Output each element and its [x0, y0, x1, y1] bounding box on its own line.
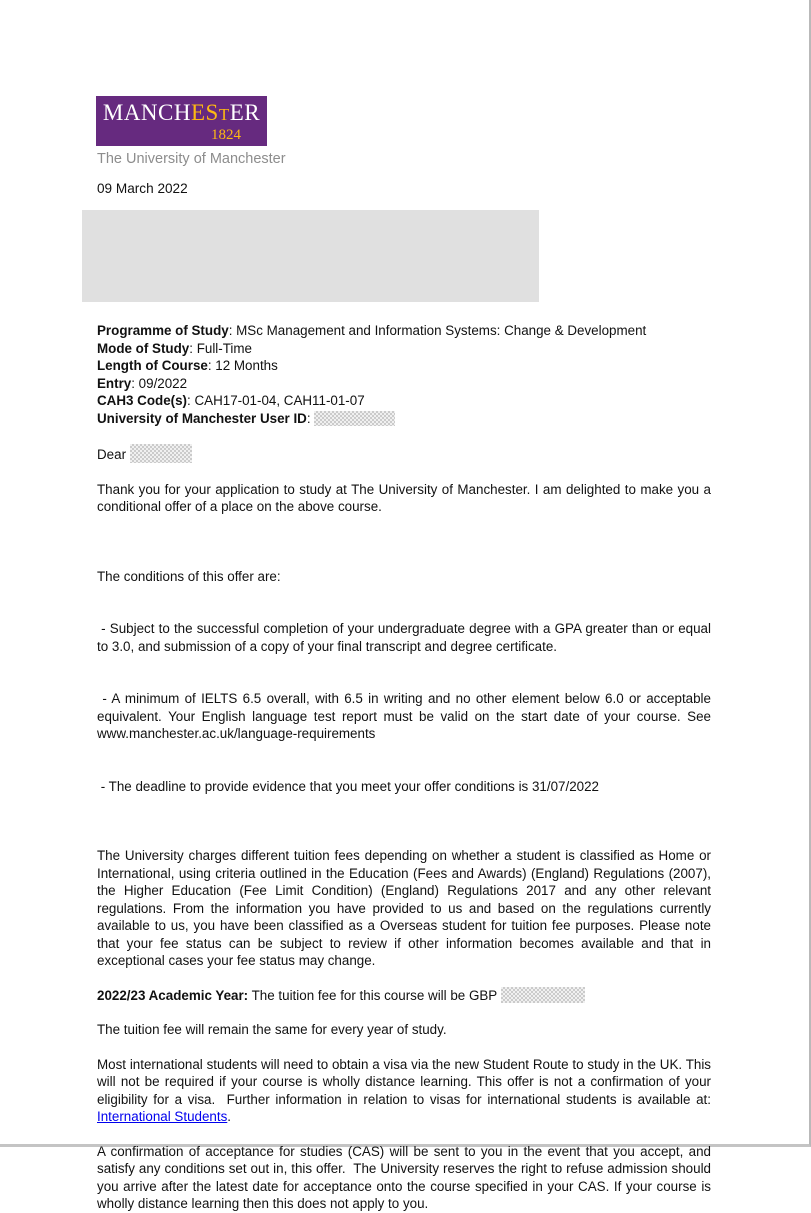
logo-wordmark [96, 101, 267, 127]
detail-label: Entry [97, 375, 132, 391]
visa-text-period: . [227, 1109, 232, 1124]
detail-label: Programme of Study [97, 323, 229, 338]
salutation [97, 444, 711, 464]
visa-paragraph [97, 1056, 719, 1126]
detail-value: : 12 Months [207, 358, 278, 373]
detail-programme-of-study [97, 322, 711, 340]
logo-text-t: T [218, 105, 230, 124]
detail-value: : 09/2022 [131, 375, 188, 391]
redacted-recipient-name [130, 444, 192, 463]
intro-paragraph: Thank you for your application to study at The University of Manchester. I am delighted to make you a conditional offer of a place on the above course. [97, 481, 715, 514]
visa-text: Most international students will need to obtain a visa via the new Student Route to study in the UK. This will not be required if your course is wholly distance learning. This offer is not a confirmation of your eligibility for a visa. Further information in relation to visas for international students is available at: [97, 1056, 719, 1107]
detail-label: University of Manchester User ID [97, 410, 307, 426]
university-name-subtitle: The University of Manchester [97, 151, 286, 167]
tuition-note-paragraph: The tuition fee will remain the same for every year of study. [97, 1022, 447, 1037]
conditions-heading: The conditions of this offer are: [97, 568, 281, 584]
redacted-address-block [82, 210, 539, 302]
manchester-1824-logo [96, 96, 267, 146]
letter-content [97, 96, 719, 1213]
logo-text-es: ES [191, 100, 219, 125]
detail-value: : CAH17-01-04, CAH11-01-07 [187, 393, 365, 408]
detail-label: CAH3 Code(s) [97, 393, 188, 408]
academic-year-text: The tuition fee for this course will be GBP [248, 987, 501, 1003]
detail-label: Length of Course [97, 358, 208, 373]
detail-value: : Full-Time [189, 340, 252, 356]
university-logo [97, 96, 711, 169]
salutation-text: Dear [97, 447, 130, 462]
detail-value: : MSc Management and Information Systems: Change & Development [228, 323, 647, 338]
cas-paragraph: A confirmation of acceptance for studies (CAS) will be sent to you in the event that you accept, and satisfy any conditions set out in, this offer. The University reserves the right to refuse admission should you arrive after the latest date for acceptance onto the course specified in your CAS. If your course is wholly distance learning then this does not apply to you. [97, 1143, 715, 1211]
redacted-fee-amount [501, 987, 585, 1003]
condition-item-ielts: - A minimum of IELTS 6.5 overall, with 6.5 in writing and no other element below 6.0 or acceptable equivalent. Your English language test report must be valid on the start date of your course. See www.manchester.ac.uk/language-requirements [97, 691, 715, 741]
fee-status-paragraph: The University charges different tuition fees depending on whether a student is classified as Home or International, using criteria outlined in the Education (Fees and Awards) (England) Regulations (2007), the Higher Education (Fee Limit Condition) (England) Regulations 2017 and any other relevant regulations. From the information you have provided to us and based on the regulations currently available to us, you have been classified as a Overseas student for tuition fee purposes. Please note that your fee status can be subject to review if other information becomes available and that in exceptional cases your fee status may change. [97, 848, 715, 968]
detail-user-id [97, 410, 711, 428]
detail-cah3-codes [97, 392, 711, 410]
condition-item-deadline: - The deadline to provide evidence that you meet your offer conditions is 31/07/2022 [97, 778, 599, 794]
logo-text-manch: MANCH [102, 100, 191, 125]
detail-value: : [306, 410, 315, 426]
logo-year: 1824 [211, 127, 241, 143]
redacted-user-id [314, 411, 395, 426]
international-students-link[interactable]: International Students [97, 1109, 228, 1124]
logo-text-er: ER [229, 100, 261, 125]
programme-details [97, 322, 711, 427]
academic-year-line [97, 987, 711, 1005]
letter-date: 09 March 2022 [97, 180, 188, 196]
conditions-block [97, 533, 715, 831]
detail-label: Mode of Study [97, 340, 190, 356]
condition-item-gpa: - Subject to the successful completion of your undergraduate degree with a GPA greater than or equal to 3.0, and submission of a copy of your final transcript and degree certificate. [97, 621, 715, 654]
academic-year-label: 2022/23 Academic Year: [97, 987, 249, 1003]
detail-mode-of-study [97, 340, 711, 358]
detail-entry [97, 375, 711, 393]
detail-length-of-course [97, 357, 711, 375]
